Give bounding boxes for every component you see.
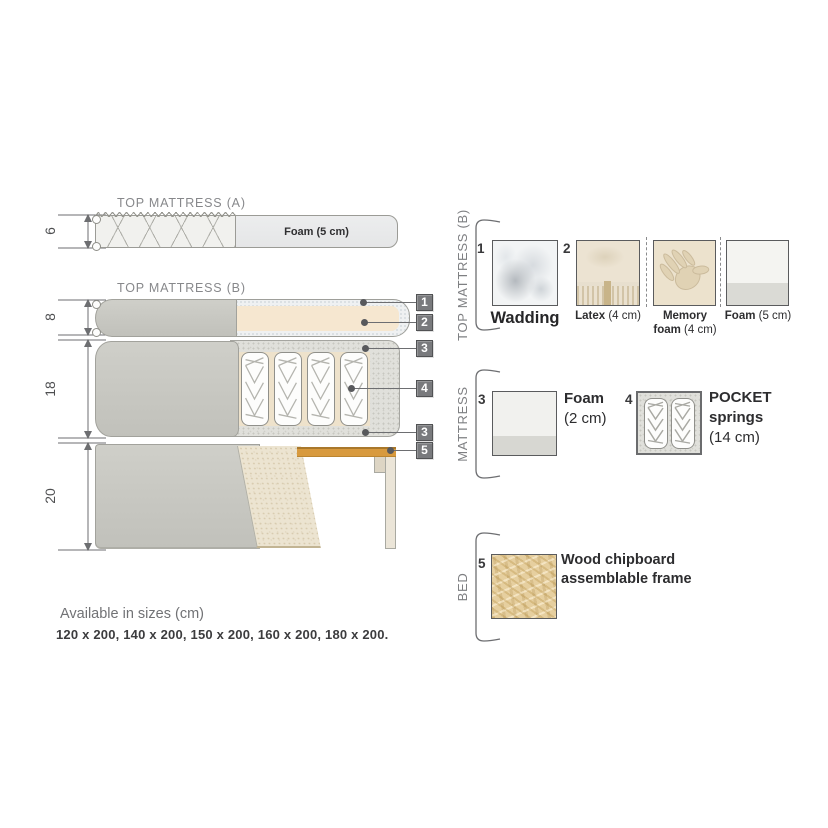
spring-coil-icon	[275, 353, 300, 424]
callout-line	[351, 388, 416, 389]
legend-item-3-number: 3	[478, 392, 486, 407]
callout-line	[365, 348, 416, 349]
dim-top-mattress-b: 8	[42, 313, 58, 321]
callout-dot	[362, 345, 369, 352]
top-mattress-a-stitch-edge	[95, 212, 236, 217]
callout-marker-2: 2	[416, 314, 433, 331]
callout-dot	[362, 429, 369, 436]
top-mattress-a-foam-label: Foam (5 cm)	[284, 225, 349, 238]
legend-item-5-label	[561, 551, 692, 589]
legend-foam-5cm-image	[726, 240, 789, 306]
top-mattress-a-foam-section	[235, 215, 398, 248]
pocket-spring	[241, 352, 269, 426]
callout-marker-5: 5	[416, 442, 433, 459]
foam5-label-bold: Foam	[724, 310, 756, 322]
bed-frame-post	[385, 456, 396, 549]
item3-label-line2: (2 cm)	[564, 409, 607, 427]
legend-item-4-springs-image	[636, 391, 702, 455]
item5-label-line1: Wood chipboard	[561, 552, 676, 568]
piping-dot	[92, 215, 101, 224]
legend-separator	[646, 237, 647, 307]
spring-coil-icon	[242, 353, 267, 424]
memory-label-line2-rest: (4 cm)	[680, 324, 717, 337]
legend-separator	[720, 237, 721, 307]
item4-label-line3: (14 cm)	[709, 428, 760, 446]
callout-marker-1: 1	[416, 294, 433, 311]
callout-marker-3-bottom: 3	[416, 424, 433, 441]
item4-label-line1: POCKET	[709, 389, 772, 406]
legend-memory-foam-image	[653, 240, 716, 306]
spring-coil-icon	[672, 399, 693, 447]
legend-item-2-label-rest: (4 cm)	[605, 310, 641, 322]
piping-dot	[92, 328, 101, 337]
callout-line	[365, 432, 416, 433]
piping-dot	[92, 300, 101, 309]
legend-item-1-label: Wadding	[490, 309, 560, 327]
spring-coil-icon	[308, 353, 333, 424]
bed-frame-bracket	[374, 456, 386, 473]
top-mattress-a-quilted-section	[95, 215, 236, 248]
callout-dot	[387, 447, 394, 454]
legend-item-5-number: 5	[478, 556, 486, 571]
memory-label-line2-bold: foam	[653, 324, 681, 337]
available-sizes-title: Available in sizes (cm)	[60, 606, 204, 622]
callout-dot	[361, 319, 368, 326]
legend-foam-5cm-label	[712, 309, 804, 323]
callout-dot	[360, 299, 367, 306]
title-top-mattress-a: TOP MATTRESS (A)	[117, 196, 246, 210]
callout-line	[364, 322, 416, 323]
available-sizes-list: 120 x 200, 140 x 200, 150 x 200, 160 x 200, 180 x 200.	[56, 627, 389, 642]
callout-marker-4: 4	[416, 380, 433, 397]
legend-item-3-label	[564, 389, 607, 429]
legend-item-4-label	[709, 388, 772, 447]
legend-item-4-number: 4	[625, 392, 633, 407]
hand-imprint-icon	[654, 241, 715, 305]
legend-item-2-number: 2	[563, 241, 571, 256]
pocket-spring	[307, 352, 335, 426]
foam5-label-rest: (5 cm)	[755, 310, 792, 322]
bed-wood-slat	[297, 447, 396, 457]
bed-cover-grey	[95, 444, 260, 549]
legend-group-label-bed: BED	[455, 572, 470, 602]
title-top-mattress-b: TOP MATTRESS (B)	[117, 281, 246, 295]
legend-group-label-mattress: MATTRESS	[455, 386, 470, 462]
memory-label-line1: Memory	[662, 310, 708, 322]
callout-marker-3-top: 3	[416, 340, 433, 357]
pocket-spring	[274, 352, 302, 426]
piping-dot	[92, 242, 101, 251]
legend-item-3-foam-image	[492, 391, 557, 456]
callout-dot	[348, 385, 355, 392]
mattress-cover	[95, 341, 239, 437]
item4-label-line2: springs	[709, 408, 764, 426]
legend-item-1-wadding-image	[492, 240, 558, 306]
callout-line	[363, 302, 416, 303]
top-mattress-b-cover	[95, 299, 237, 337]
legend-item-2-label-bold: Latex	[575, 310, 606, 322]
dim-mattress: 18	[42, 381, 58, 397]
legend-item-2-latex-image	[576, 240, 640, 306]
item5-label-line2: assemblable frame	[561, 571, 692, 588]
legend-group-label-top-mattress-b: TOP MATTRESS (B)	[455, 209, 470, 341]
top-mattress-b-foam-blocks	[233, 306, 399, 331]
dim-bed: 20	[42, 488, 58, 504]
latex-fringe-notch	[604, 281, 611, 305]
legend-item-1-number: 1	[477, 241, 485, 256]
legend-item-5-chipboard-image	[491, 554, 557, 619]
spring-coil-icon	[645, 399, 666, 447]
dim-top-mattress-a: 6	[42, 227, 58, 235]
item3-label-line1: Foam	[564, 390, 605, 407]
